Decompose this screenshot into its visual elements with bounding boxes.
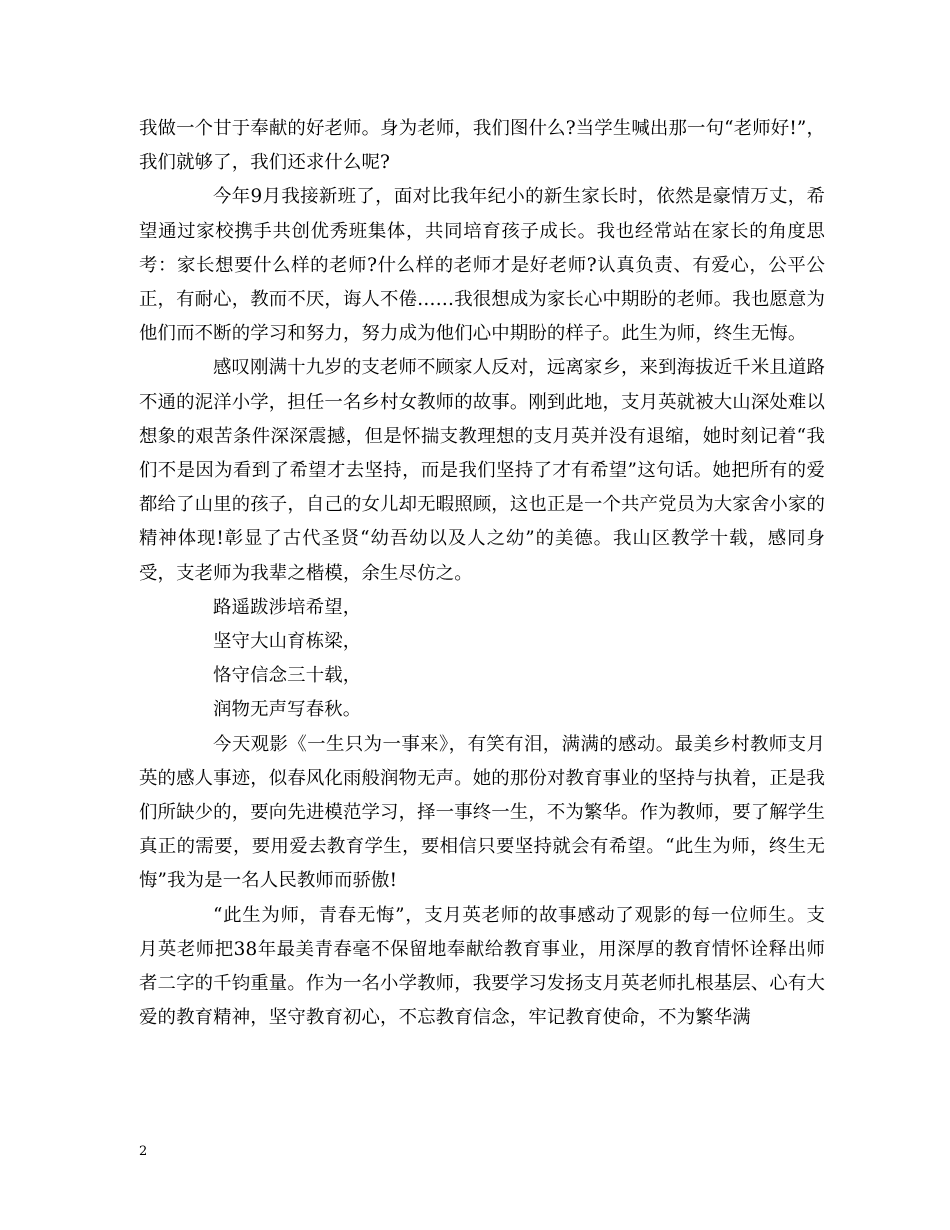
poem-line-4: 润物无声写春秋。: [213, 699, 362, 721]
paragraph-5: “此生为师，青春无悔”，支月英老师的故事感动了观影的每一位师生。支月英老师把38年最美青春毫不保留地奉献给教育事业，用深厚的教育情怀诠释出师者二字的千钧重量。作为一名小学教师，我要学习发扬支月英老师扎根基层、心有大爱的教育精神，坚守教育初心，不忘教育信念，牢记教育使命，不为繁华满: [139, 904, 826, 1029]
page-number: 2: [139, 1144, 148, 1159]
poem-line-1: 路遥跋涉培希望，: [213, 596, 362, 618]
paragraph-4: 今天观影《一生只为一事来》，有笑有泪，满满的感动。最美乡村教师支月英的感人事迹，似春风化雨般润物无声。她的那份对教育事业的坚持与执着，正是我们所缺少的，要向先进模范学习，择一事终一生，不为繁华。作为教师，要了解学生真正的需要，要用爱去教育学生，要相信只要坚持就会有希望。“此生为师，终生无悔”我为是一名人民教师而骄傲!: [139, 733, 826, 892]
paragraph-2: 今年9月我接新班了，面对比我年纪小的新生家长时，依然是豪情万丈，希望通过家校携手共创优秀班集体，共同培育孩子成长。我也经常站在家长的角度思考：家长想要什么样的老师?什么样的老师才是好老师?认真负责、有爱心，公平公正，有耐心，教而不厌，诲人不倦……我很想成为家长心中期盼的老师。我也愿意为他们而不断的学习和努力，努力成为他们心中期盼的样子。此生为师，终生无悔。: [139, 186, 826, 345]
document-body: [139, 112, 825, 1035]
poem-line-2: 坚守大山育栋梁，: [213, 631, 362, 653]
paragraph-1: 我做一个甘于奉献的好老师。身为老师，我们图什么?当学生喊出那一句“老师好!”，我们就够了，我们还求什么呢?: [139, 118, 825, 174]
paragraph-3: 感叹刚满十九岁的支老师不顾家人反对，远离家乡，来到海拔近千米且道路不通的泥洋小学，担任一名乡村女教师的故事。刚到此地，支月英就被大山深处难以想象的艰苦条件深深震撼，但是怀揣支教理想的支月英并没有退缩，她时刻记着“我们不是因为看到了希望才去坚持，而是我们坚持了才有希望”这句话。她把所有的爱都给了山里的孩子，自己的女儿却无暇照顾，这也正是一个共产党员为大家舍小家的精神体现!彰显了古代圣贤“幼吾幼以及人之幼”的美德。我山区教学十载，感同身受，支老师为我辈之楷模，余生尽仿之。: [139, 357, 826, 584]
poem-line-3: 恪守信念三十载，: [213, 665, 362, 687]
